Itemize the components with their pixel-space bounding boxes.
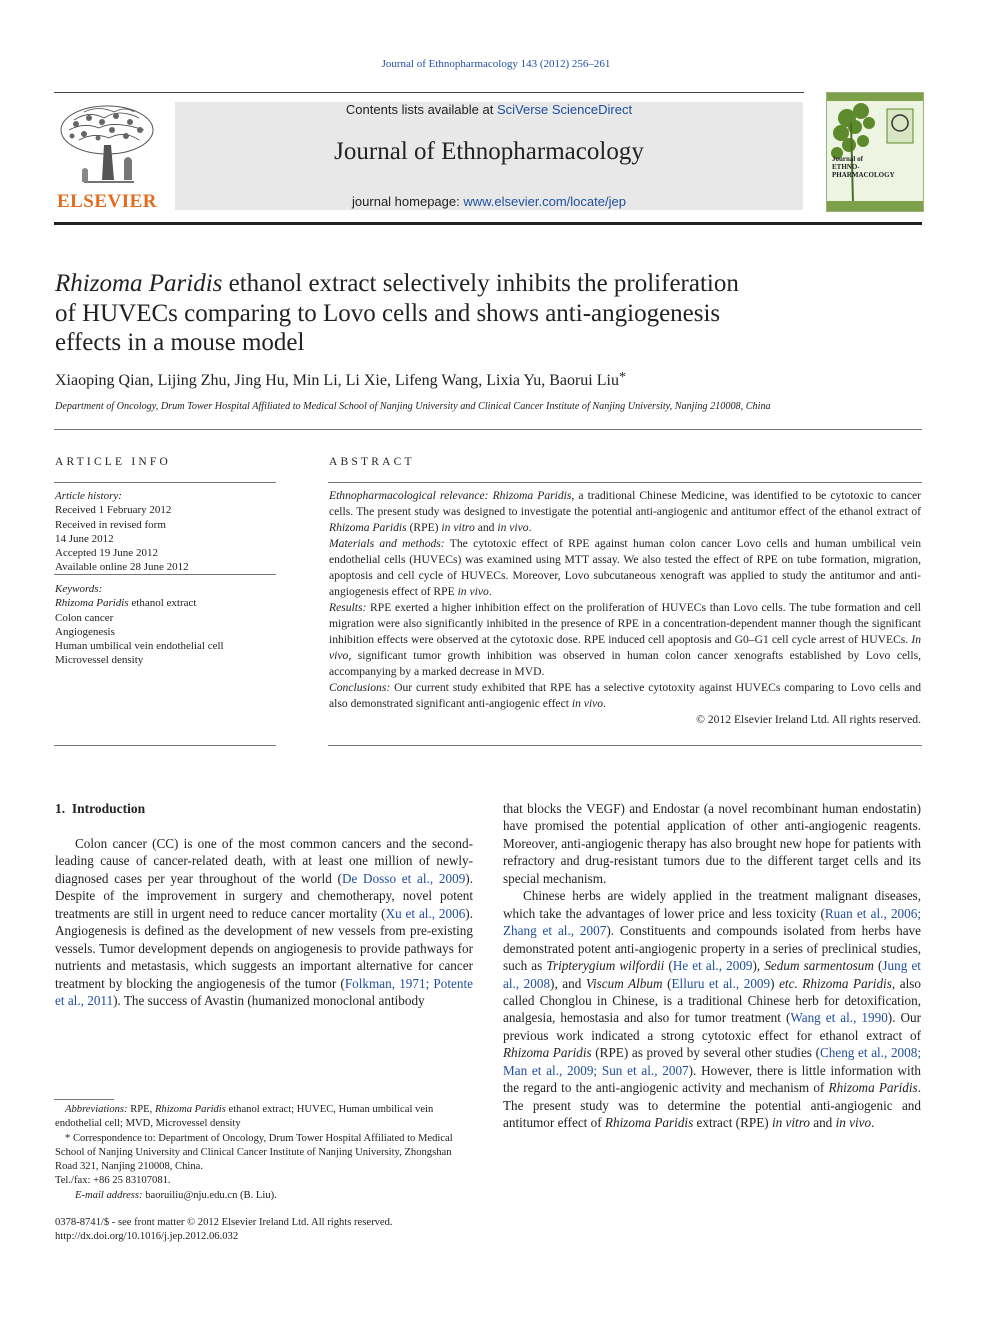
issn-line: 0378-8741/$ - see front matter © 2012 Elsevier Ireland Ltd. All rights reserved.: [55, 1217, 393, 1228]
footnote-rule: [54, 1099, 114, 1100]
history-online: Available online 28 June 2012: [55, 561, 189, 574]
title-italic: Rhizoma Paridis: [55, 270, 223, 297]
history-revised-label: Received in revised form: [55, 518, 166, 531]
footnote-tel: Tel./fax: +86 25 83107081.: [55, 1175, 171, 1187]
cover-line2: ETHNO-: [832, 163, 860, 171]
sciencedirect-link[interactable]: SciVerse ScienceDirect: [496, 102, 633, 117]
doi-link[interactable]: http://dx.doi.org/10.1016/j.jep.2012.06.032: [55, 1231, 239, 1243]
section-title: Introduction: [71, 801, 146, 816]
abstract-results: Results: RPE exerted a higher inhibition effect on the proliferation of HUVECs than Lovo cells. The tube formation and cell migration were also significantly inhibited in the presence of RPE in a concentration-dependent manner though the significant inhibition effects were observed at the cytotoxic dose. RPE induced cell apoptosis and G0–G1 cell cycle arrest of HUVECs. In vivo, significant tumor growth inhibition was observed in human colon cancer xenografts established by Lovo cells, accompanying by a marked decrease in MVD.: [329, 601, 921, 678]
abstract-relevance: Ethnopharmacological relevance: Rhizoma Paridis, a traditional Chinese Medicine, was identified to be cytotoxic to cancer cells. The present study was designed to investigate the potential anti-angiogenic and antitumor effect of the ethanol extract of Rhizoma Paridis (RPE) in vitro and in vivo.: [329, 489, 921, 534]
section-number: 1.: [55, 801, 66, 816]
contents-line: [175, 102, 803, 117]
citation-link[interactable]: He et al., 2009: [672, 958, 753, 974]
citation-link[interactable]: Jung et al., 2008: [503, 958, 921, 991]
abstract-bottom-rule: [328, 745, 922, 746]
homepage-prefix: journal homepage:: [352, 194, 464, 209]
header-bottom-rule: [54, 222, 922, 225]
keywords-label: Keywords:: [55, 583, 103, 595]
abstract-conclusions: Conclusions: Our current study exhibited that RPE has a selective cytotoxity against HUVECs comparing to Lovo cells and also demonstrated significant anti-angiogenic effect in vivo.: [329, 681, 921, 710]
corresponding-author-mark[interactable]: *: [618, 370, 626, 385]
article-title: [55, 269, 935, 358]
correspondence-text: Correspondence to: Department of Oncology, Drum Tower Hospital Affiliated to Medical School of Nanjing University and Clinical Cancer Institute of Nanjing University, Zhongshan Road 321, Nanjing 210008, China.: [55, 1132, 453, 1173]
keyword-item: Microvessel density: [55, 654, 144, 667]
citation-link[interactable]: Elluru et al., 2009: [671, 975, 771, 991]
footnote-email: [55, 1189, 473, 1203]
title-line3: effects in a mouse model: [55, 329, 305, 356]
journal-name: Journal of Ethnopharmacology: [334, 138, 644, 165]
citation-link[interactable]: Cheng et al., 2008; Man et al., 2009; Sun et al., 2007: [503, 1045, 921, 1078]
history-accepted: Accepted 19 June 2012: [55, 547, 158, 560]
history-label: Article history:: [55, 490, 122, 502]
affiliation: Department of Oncology, Drum Tower Hospital Affiliated to Medical School of Nanjing University and Clinical Cancer Institute of Nanjing University, Nanjing 210008, China: [55, 401, 771, 412]
intro-paragraph-2: Chinese herbs are widely applied in the treatment malignant diseases, which take the advantages of lower price and less toxicity (Ruan et al., 2006; Zhang et al., 2007). Constituents and compounds isolated from herbs have demonstrated potent anti-angiogenic property in a series of preclinical studies, such as Tripterygium wilfordii (He et al., 2009), Sedum sarmentosum (Jung et al., 2008), and Viscum Album (Elluru et al., 2009) etc. Rhizoma Paridis, also called Chonglou in Chinese, is a traditional Chinese herb for detoxification, analgesia, hemostasia and also for tumor treatment (Wang et al., 1990). Our previous work indicated a strong cytotoxic effect for ethanol extract of Rhizoma Paridis (RPE) as proved by several other studies (Cheng et al., 2008; Man et al., 2009; Sun et al., 2007). However, there is little information with the regard to the anti-angiogenic activity and mechanism of Rhizoma Paridis. The present study was to determine the potential anti-angiogenic and antitumor effect of Rhizoma Paridis extract (RPE) in vitro and in vivo.: [503, 888, 921, 1131]
elsevier-logo: [54, 100, 160, 212]
email-link[interactable]: baoruiliu@nju.edu.cn (B. Liu).: [145, 1189, 277, 1201]
journal-header-box: [175, 102, 803, 210]
affiliation-rule: [54, 429, 922, 430]
keyword-item: [55, 596, 277, 610]
footnote-correspondence: * Correspondence to: Department of Oncology, Drum Tower Hospital Affiliated to Medical School of Nanjing University and Clinical Cancer Institute of Nanjing University, Zhongshan Road 321, Nanjing 210008, China.: [55, 1132, 453, 1173]
citation-link[interactable]: Xu et al., 2006: [385, 905, 466, 921]
history-revised-date: 14 June 2012: [55, 532, 114, 545]
article-info-rule: [54, 482, 276, 483]
keyword-item: Human umbilical vein endothelial cell: [55, 640, 224, 653]
section-heading-introduction: [55, 801, 145, 817]
keyword-item: Colon cancer: [55, 611, 114, 624]
keywords-rule: [54, 574, 276, 575]
homepage-line: [175, 194, 803, 209]
footnote-abbreviations: Abbreviations: RPE, Rhizoma Paridis ethanol extract; HUVEC, Human umbilical vein endothelial cell; MVD, Microvessel density: [55, 1104, 434, 1130]
keyword-rest: ethanol extract: [128, 597, 197, 610]
abstract-methods: Materials and methods: The cytotoxic effect of RPE against human colon cancer Lovo cells and human umbilical vein endothelial cells (HUVECs) was examined using MTT assay. We also tested the effect of RPE on tube formation, migration, apoptosis and cell cycle of HUVECs. Moreover, Lovo subcutaneous xenograft was applied to study the antitumor and anti-angiogenesis effect of RPE in vivo.: [329, 537, 921, 598]
abstract-copyright: © 2012 Elsevier Ireland Ltd. All rights reserved.: [696, 713, 921, 726]
cover-line1: Journal of: [832, 155, 863, 163]
abstract-heading: ABSTRACT: [329, 456, 415, 468]
journal-citation[interactable]: Journal of Ethnopharmacology 143 (2012) 256–261: [381, 58, 611, 70]
article-info-bottom-rule: [54, 745, 276, 746]
header-top-rule: [54, 92, 804, 93]
email-label: E-mail address:: [75, 1189, 143, 1201]
authors: Xiaoping Qian, Lijing Zhu, Jing Hu, Min Li, Li Xie, Lifeng Wang, Lixia Yu, Baorui Liu: [55, 372, 619, 389]
abstract-rule: [328, 482, 922, 483]
keywords: [55, 582, 277, 668]
citation-link[interactable]: Wang et al., 1990: [790, 1010, 888, 1026]
author-list: [55, 370, 626, 390]
citation-link[interactable]: Ruan et al., 2006; Zhang et al., 2007: [503, 905, 921, 939]
journal-cover[interactable]: [826, 92, 924, 212]
footnotes: [55, 1103, 473, 1203]
cover-line3: PHARMACOLOGY: [832, 171, 895, 179]
intro-left-column: [55, 835, 473, 1010]
homepage-link[interactable]: www.elsevier.com/locate/jep: [463, 194, 626, 209]
intro-paragraph-1: Colon cancer (CC) is one of the most common cancers and the second-leading cause of cancer-related death, with at least one million of newly-diagnosed cases per year throughout of the world (De Dosso et al., 2009). Despite of the improvement in surgery and chemotherapy, novel potent treatments are still in urgent need to reduce cancer mortality (Xu et al., 2006). Angiogenesis is defined as the development of new vessels from pre-existing vessels. Tumor development depends on angiogenesis to provide pathways for nutrients and metastasis, which suggests an important alternative for cancer treatment by blocking the angiogenesis of the tumor (Folkman, 1971; Potente et al., 2011). The success of Avastin (humanized monoclonal antibody: [55, 836, 473, 1009]
citation-link[interactable]: Folkman, 1971; Potente et al., 2011: [55, 975, 473, 1009]
citation-link[interactable]: De Dosso et al., 2009: [341, 870, 466, 886]
title-line2: of HUVECs comparing to Lovo cells and shows anti-angiogenesis: [55, 299, 721, 327]
history-received: Received 1 February 2012: [55, 504, 172, 517]
intro-right-column: [503, 800, 921, 1132]
keyword-italic: Rhizoma Paridis: [55, 597, 129, 610]
cover-title: [832, 155, 895, 179]
title-line1: ethanol extract selectively inhibits the proliferation: [222, 270, 739, 297]
intro-paragraph-1-cont: that blocks the VEGF) and Endostar (a novel recombinant human endostatin) have promised the potential application of other anti-angiogenic reagents. Moreover, anti-angiogenic therapy has also brought new hope for patients with refractory and drug-resistant tumors due to the different target cells and its special mechanism.: [503, 801, 921, 886]
contents-prefix: Contents lists available at: [345, 102, 497, 117]
elsevier-tree-icon: [54, 100, 160, 188]
keyword-item: Angiogenesis: [55, 625, 115, 638]
article-info-heading: ARTICLE INFO: [55, 456, 171, 468]
abstract-text: [329, 488, 921, 728]
article-history: [55, 489, 277, 575]
footer: [55, 1216, 555, 1245]
elsevier-wordmark: ELSEVIER: [56, 191, 158, 212]
abbrev-label: Abbreviations:: [65, 1104, 128, 1115]
cover-plant-icon: [827, 93, 923, 211]
